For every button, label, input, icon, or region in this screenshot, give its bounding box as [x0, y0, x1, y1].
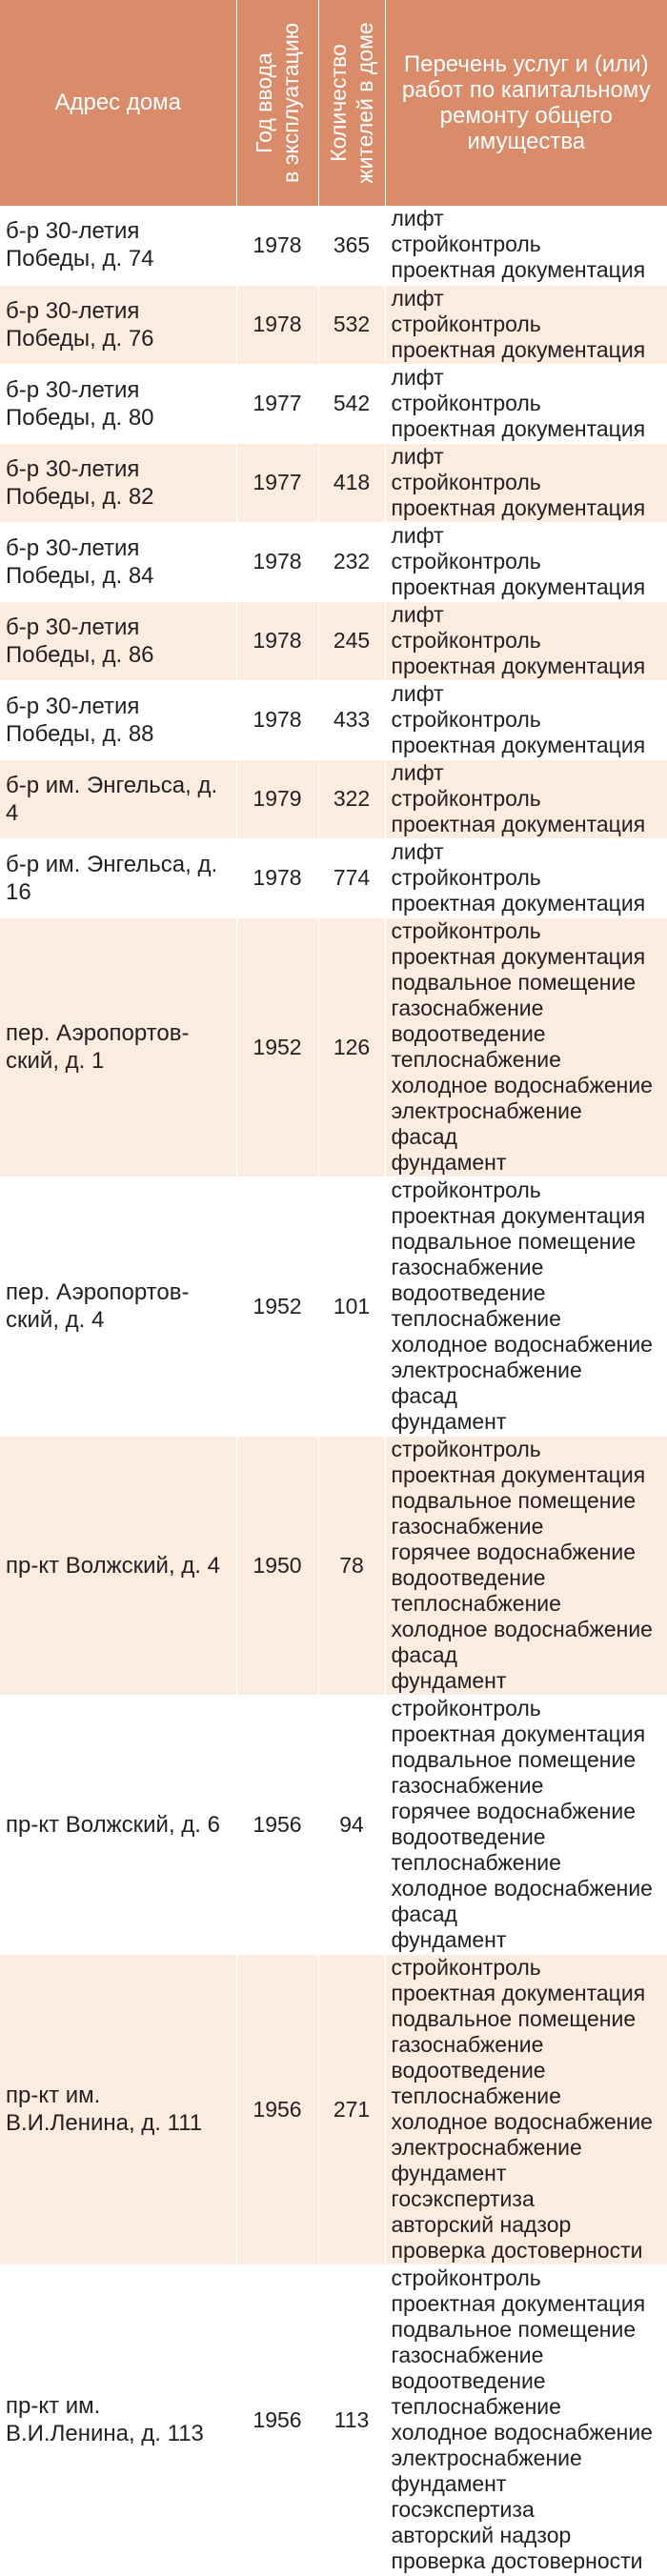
- service-item: проектная документация: [392, 337, 667, 363]
- service-item: проектная документация: [392, 1981, 667, 2006]
- service-item: горячее водоснабжение: [392, 1540, 667, 1565]
- service-item: фасад: [392, 1124, 667, 1150]
- year-cell: 1956: [236, 1954, 318, 2264]
- address-cell: б-р 30-летия Победы, д. 88: [0, 680, 236, 759]
- address-cell: б-р им. Энгельса, д. 16: [0, 838, 236, 917]
- residents-cell: 94: [318, 1695, 385, 1954]
- service-item: проектная документация: [392, 733, 667, 758]
- address-cell: б-р 30-летия Победы, д. 82: [0, 443, 236, 522]
- service-item: теплоснабжение: [392, 1306, 667, 1332]
- address-cell: пер. Аэропортов-ский, д. 4: [0, 1177, 236, 1436]
- residents-cell: 418: [318, 443, 385, 522]
- services-cell: [385, 1695, 667, 1954]
- service-item: газоснабжение: [392, 2343, 667, 2368]
- service-item: лифт: [392, 602, 667, 628]
- service-item: подвальное помещение: [392, 2317, 667, 2343]
- service-item: теплоснабжение: [392, 1591, 667, 1617]
- services-cell: [385, 601, 667, 680]
- services-cell: [385, 522, 667, 601]
- service-item: фундамент: [392, 2161, 667, 2186]
- service-item: горячее водоснабжение: [392, 1799, 667, 1824]
- service-item: проверка достоверности: [392, 2238, 667, 2264]
- service-item: фасад: [392, 1383, 667, 1409]
- table-body: [0, 206, 667, 2575]
- service-item: электроснабжение: [392, 2445, 667, 2471]
- service-item: стройконтроль: [392, 312, 667, 337]
- table-row: [0, 680, 667, 759]
- service-item: проектная документация: [392, 812, 667, 837]
- service-item: подвальное помещение: [392, 970, 667, 996]
- service-item: стройконтроль: [392, 707, 667, 733]
- service-item: проектная документация: [392, 944, 667, 970]
- service-item: лифт: [392, 523, 667, 549]
- service-item: стройконтроль: [392, 231, 667, 257]
- header-residents-line2: жителей в доме: [352, 22, 378, 183]
- service-item: лифт: [392, 681, 667, 707]
- service-item: проектная документация: [392, 1721, 667, 1747]
- residents-cell: 78: [318, 1436, 385, 1695]
- service-item: стройконтроль: [392, 628, 667, 654]
- service-item: водоотведение: [392, 1565, 667, 1591]
- address-cell: пр-кт Волжский, д. 6: [0, 1695, 236, 1954]
- service-item: газоснабжение: [392, 1514, 667, 1540]
- service-item: стройконтроль: [392, 549, 667, 574]
- table-row: [0, 601, 667, 680]
- service-item: проектная документация: [392, 495, 667, 521]
- service-item: газоснабжение: [392, 1773, 667, 1799]
- service-item: лифт: [392, 839, 667, 865]
- service-item: стройконтроль: [392, 865, 667, 891]
- year-cell: 1978: [236, 601, 318, 680]
- service-item: фундамент: [392, 1668, 667, 1694]
- service-item: стройконтроль: [392, 786, 667, 812]
- service-item: фундамент: [392, 1150, 667, 1176]
- year-cell: 1977: [236, 364, 318, 443]
- header-address: Адрес дома: [0, 0, 236, 206]
- year-cell: 1956: [236, 1695, 318, 1954]
- service-item: теплоснабжение: [392, 2083, 667, 2109]
- year-cell: 1978: [236, 838, 318, 917]
- table-row: [0, 522, 667, 601]
- service-item: холодное водоснабжение: [392, 1617, 667, 1642]
- services-cell: [385, 1177, 667, 1436]
- services-cell: [385, 759, 667, 838]
- residents-cell: 271: [318, 1954, 385, 2264]
- service-item: водоотведение: [392, 1824, 667, 1850]
- service-item: госэкспертиза: [392, 2186, 667, 2212]
- service-item: стройконтроль: [392, 918, 667, 944]
- year-cell: 1950: [236, 1436, 318, 1695]
- service-item: проектная документация: [392, 654, 667, 679]
- service-item: теплоснабжение: [392, 1850, 667, 1876]
- service-item: подвальное помещение: [392, 1747, 667, 1773]
- services-cell: [385, 285, 667, 364]
- header-services: Перечень услуг и (или) работ по капитальному ремонту общего имущества: [385, 0, 667, 206]
- residents-cell: 542: [318, 364, 385, 443]
- address-cell: пр-кт им. В.И.Ленина, д. 111: [0, 1954, 236, 2264]
- service-item: водоотведение: [392, 2058, 667, 2083]
- services-cell: [385, 1954, 667, 2264]
- service-item: стройконтроль: [392, 1177, 667, 1203]
- service-item: холодное водоснабжение: [392, 1073, 667, 1098]
- service-item: холодное водоснабжение: [392, 2420, 667, 2445]
- residents-cell: 774: [318, 838, 385, 917]
- service-item: фасад: [392, 1902, 667, 1927]
- residents-cell: 532: [318, 285, 385, 364]
- service-item: стройконтроль: [392, 2265, 667, 2291]
- service-item: проектная документация: [392, 1203, 667, 1229]
- year-cell: 1952: [236, 1177, 318, 1436]
- address-cell: б-р 30-летия Победы, д. 80: [0, 364, 236, 443]
- table-row: [0, 1695, 667, 1954]
- services-cell: [385, 1436, 667, 1695]
- year-cell: 1977: [236, 443, 318, 522]
- service-item: стройконтроль: [392, 470, 667, 495]
- service-item: теплоснабжение: [392, 1047, 667, 1073]
- service-item: проектная документация: [392, 574, 667, 600]
- residents-cell: 245: [318, 601, 385, 680]
- service-item: холодное водоснабжение: [392, 1876, 667, 1902]
- service-item: электроснабжение: [392, 1098, 667, 1124]
- service-item: электроснабжение: [392, 1358, 667, 1383]
- address-cell: б-р 30-летия Победы, д. 84: [0, 522, 236, 601]
- service-item: лифт: [392, 365, 667, 391]
- service-item: газоснабжение: [392, 1255, 667, 1280]
- residents-cell: 232: [318, 522, 385, 601]
- table-row: [0, 759, 667, 838]
- service-item: проектная документация: [392, 891, 667, 916]
- table-row: [0, 1177, 667, 1436]
- address-cell: б-р им. Энгельса, д. 4: [0, 759, 236, 838]
- service-item: водоотведение: [392, 1280, 667, 1306]
- services-cell: [385, 838, 667, 917]
- services-cell: [385, 443, 667, 522]
- service-item: стройконтроль: [392, 1955, 667, 1981]
- services-cell: [385, 680, 667, 759]
- table-row: [0, 443, 667, 522]
- table-row: [0, 206, 667, 285]
- table-row: [0, 2264, 667, 2575]
- service-item: авторский надзор: [392, 2212, 667, 2238]
- year-cell: 1978: [236, 206, 318, 285]
- service-item: теплоснабжение: [392, 2394, 667, 2420]
- services-cell: [385, 364, 667, 443]
- residents-cell: 433: [318, 680, 385, 759]
- address-cell: б-р 30-летия Победы, д. 76: [0, 285, 236, 364]
- service-item: проверка достоверности: [392, 2548, 667, 2574]
- residents-cell: 322: [318, 759, 385, 838]
- residents-cell: 365: [318, 206, 385, 285]
- header-year: [236, 0, 318, 206]
- year-cell: 1978: [236, 522, 318, 601]
- service-item: лифт: [392, 286, 667, 312]
- services-cell: [385, 917, 667, 1177]
- service-item: проектная документация: [392, 1462, 667, 1488]
- table-row: [0, 838, 667, 917]
- residents-cell: 113: [318, 2264, 385, 2575]
- service-item: газоснабжение: [392, 2032, 667, 2058]
- header-residents: [318, 0, 385, 206]
- address-cell: б-р 30-летия Победы, д. 74: [0, 206, 236, 285]
- service-item: холодное водоснабжение: [392, 2109, 667, 2135]
- service-item: стройконтроль: [392, 1696, 667, 1721]
- address-cell: пер. Аэропортов-ский, д. 1: [0, 917, 236, 1177]
- service-item: стройконтроль: [392, 391, 667, 416]
- table-row: [0, 285, 667, 364]
- service-item: электроснабжение: [392, 2135, 667, 2161]
- table-row: [0, 917, 667, 1177]
- service-item: авторский надзор: [392, 2523, 667, 2548]
- header-residents-line1: Количество: [325, 22, 352, 183]
- service-item: фундамент: [392, 1927, 667, 1953]
- services-cell: [385, 2264, 667, 2575]
- table-header: [0, 0, 667, 206]
- service-item: подвальное помещение: [392, 2006, 667, 2032]
- service-item: проектная документация: [392, 416, 667, 442]
- service-item: подвальное помещение: [392, 1229, 667, 1255]
- address-cell: пр-кт им. В.И.Ленина, д. 113: [0, 2264, 236, 2575]
- table-row: [0, 1436, 667, 1695]
- address-cell: б-р 30-летия Победы, д. 86: [0, 601, 236, 680]
- service-item: лифт: [392, 444, 667, 470]
- table-row: [0, 1954, 667, 2264]
- service-item: проектная документация: [392, 257, 667, 283]
- service-item: водоотведение: [392, 2368, 667, 2394]
- service-item: холодное водоснабжение: [392, 1332, 667, 1358]
- year-cell: 1978: [236, 285, 318, 364]
- services-cell: [385, 206, 667, 285]
- service-item: госэкспертиза: [392, 2497, 667, 2523]
- residents-cell: 101: [318, 1177, 385, 1436]
- service-item: фундамент: [392, 1409, 667, 1435]
- residents-cell: 126: [318, 917, 385, 1177]
- year-cell: 1956: [236, 2264, 318, 2575]
- service-item: подвальное помещение: [392, 1488, 667, 1514]
- year-cell: 1978: [236, 680, 318, 759]
- year-cell: 1979: [236, 759, 318, 838]
- service-item: водоотведение: [392, 1021, 667, 1047]
- service-item: фундамент: [392, 2471, 667, 2497]
- service-item: лифт: [392, 206, 667, 231]
- address-cell: пр-кт Волжский, д. 4: [0, 1436, 236, 1695]
- service-item: стройконтроль: [392, 1437, 667, 1462]
- table-row: [0, 364, 667, 443]
- header-year-line1: Год ввода: [251, 23, 277, 183]
- service-item: проектная документация: [392, 2291, 667, 2317]
- service-item: газоснабжение: [392, 996, 667, 1021]
- service-item: фасад: [392, 1642, 667, 1668]
- service-item: лифт: [392, 760, 667, 786]
- year-cell: 1952: [236, 917, 318, 1177]
- header-year-line2: в эксплуатацию: [277, 23, 304, 183]
